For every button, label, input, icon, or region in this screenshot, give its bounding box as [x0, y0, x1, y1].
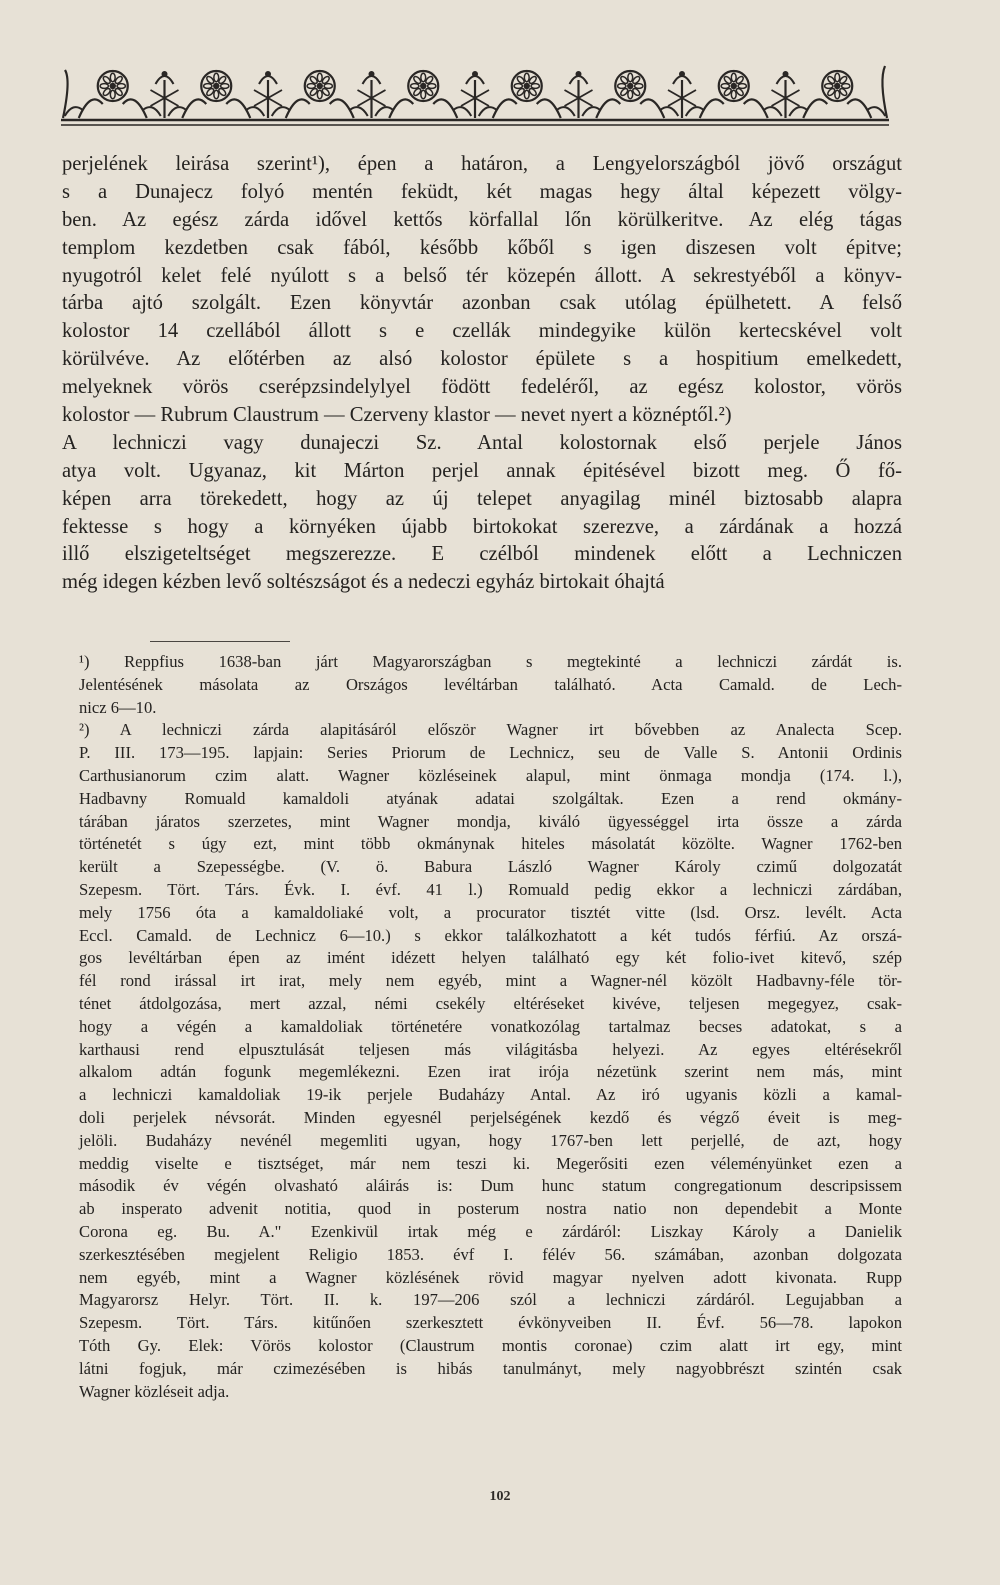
- footnote-line: nem egyéb, mint a Wagner közlésének rövid magyar nyelven adott kivonata. Rupp: [79, 1267, 902, 1287]
- text-line: ben. Az egész zárda idővel kettős körfallal lőn körülkeritve. Az elég tágas: [62, 208, 902, 231]
- text-line: A lechniczi vagy dunajeczi Sz. Antal kolostornak első perjele János: [62, 431, 902, 454]
- footnote-line: mely 1756 óta a kamaldoliaké volt, a procurator tisztét vitte (lsd. Orsz. levélt. Acta: [79, 902, 902, 922]
- footnote-line: Carthusianorum czim alatt. Wagner közléseinek alapul, mint önmaga mondja (174. l.),: [79, 765, 902, 785]
- footnote-line: nicz 6—10.: [79, 697, 157, 717]
- footnote-line: Magyarorsz Helyr. Tört. II. k. 197—206 szól a lechniczi zárdáról. Legujabban a: [79, 1290, 902, 1310]
- footnote-line: alkalom adtán fogunk megemlékezni. Ezen irat irója nézetünk szerint nem más, mint: [79, 1062, 902, 1082]
- text-line: fektesse s hogy a környéken újabb birtokokat szerezve, a zárdának a hozzá: [62, 515, 902, 538]
- footnote-line: szerkesztésében megjelent Religio 1853. évf I. félév 56. számában, azonban dolgozata: [79, 1244, 902, 1264]
- text-line: kolostor — Rubrum Claustrum — Czerveny klastor — nevet nyert a köznéptől.²): [62, 404, 732, 427]
- footnote-line: került a Szepességbe. (V. ö. Babura László Wagner Károly czimű dolgozatát: [79, 857, 902, 877]
- footnote-line: P. III. 173—195. lapjain: Series Priorum de Lechnicz, seu de Valle S. Antonii Ordinis: [79, 743, 902, 763]
- footnote-line: meddig viselte e tisztséget, már nem teszi ki. Megerősiti ezen véleményünket ezen a: [79, 1153, 902, 1173]
- text-line: s a Dunajecz folyó mentén feküdt, két magas hegy által képezett völgy-: [62, 180, 902, 203]
- footnote-line: második év végén olvasható aláirás is: Dum hunc statum congregationum descripsissem: [79, 1176, 902, 1196]
- text-line: kolostor 14 czellából állott s e czellák mindegyike külön kertecskével volt: [62, 320, 902, 343]
- footnote-line: Tóth Gy. Elek: Vörös kolostor (Claustrum montis coronae) czim alatt irt egy, mint: [79, 1335, 902, 1355]
- footnote-line: doli perjelek névsorát. Minden egyesnél perjelségének kezdő és végző éveit is meg-: [79, 1107, 902, 1127]
- floral-rosette-band-icon: [61, 60, 889, 128]
- footnote-line: Eccl. Camald. de Lechnicz 6—10.) s ekkor találkozhatott a két tudós férfiú. Az orszá-: [79, 925, 902, 945]
- footnote-line: ¹) Reppfius 1638-ban járt Magyarországban s megtekinté a lechniczi zárdát is.: [79, 652, 902, 671]
- text-line: nyugotról kelet felé nyúlott s a belső tér közepén állott. A sekrestyéből a könyv-: [62, 264, 902, 287]
- footnote-line: történetét s úgy ezt, mint több okmánynak hiteles másolatát közölte. Wagner 1762-ben: [79, 834, 902, 854]
- footnote-line: Corona eg. Bu. A." Ezenkivül irtak még e zárdáról: Liszkay Károly a Danielik: [79, 1221, 902, 1241]
- footnote-line: Hadbavny Romuald kamaldoli atyának adatai szolgáltak. Ezen a rend okmány-: [79, 788, 902, 808]
- floral-ornament-band: [61, 60, 889, 128]
- text-line: körülvéve. Az előtérben az alsó kolostor épülete s a hospitium emelkedett,: [62, 348, 902, 371]
- footnote-line: látni fogjuk, már czimezésében is hibás tanulmányt, mely nagyobbrészt szintén csak: [79, 1358, 902, 1378]
- text-line: tárba ajtó szolgált. Ezen könyvtár azonban csak utólag épülhetett. A felső: [62, 292, 902, 315]
- text-line: atya volt. Ugyanaz, kit Márton perjel annak épitésével bizott meg. Ő fő-: [62, 459, 902, 482]
- text-line: perjelének leirása szerint¹), épen a határon, a Lengyelországból jövő országut: [62, 153, 902, 175]
- text-line: képen arra törekedett, hogy az új telepet anyagilag minél biztosabb alapra: [62, 487, 902, 510]
- text-line: melyeknek vörös cserépzsindelylyel födött fedeléről, az egész kolostor, vörös: [62, 376, 902, 399]
- footnote-line: hogy a végén a kamaldoliak történetére vonatkozólag tartalmaz becses adatokat, s a: [79, 1016, 902, 1036]
- footnote-line: ténet átdolgozása, mert azzal, némi csekély eltéréseket kivéve, teljesen megegyez, csak-: [79, 993, 902, 1013]
- footnote-line: jelöli. Budaházy nevénél megemliti ugyan, hogy 1767-ben lett perjellé, de azt, hogy: [79, 1130, 902, 1150]
- text-line: még idegen kézben levő soltészságot és a nedeczi egyház birtokait óhajtá: [62, 571, 665, 594]
- footnotes-block: [79, 651, 902, 1403]
- footnote-line: fél rond irással irt irat, mely nem egyéb, mint a Wagner-nél közölt Hadbavny-féle tör-: [79, 971, 902, 991]
- footnote-line: Jelentésének másolata az Országos levéltárban található. Acta Camald. de Lech-: [79, 674, 902, 694]
- text-line: illő elszigeteltséget megszerezze. E czélból mindenek előtt a Lechniczen: [62, 543, 902, 566]
- footnote-separator: [150, 641, 290, 642]
- footnote-line: Szepesm. Tört. Társ. kitűnően szerkesztett évkönyveiben II. Évf. 56—78. lapokon: [79, 1313, 902, 1333]
- main-text-block: [62, 151, 902, 597]
- footnote-line: karthausi rend elpusztulását teljesen más világitásba helyezi. Az egyes eltérésekről: [79, 1039, 902, 1059]
- footnote-line: Wagner közléseit adja.: [79, 1381, 230, 1401]
- footnote-line: Szepesm. Tört. Társ. Évk. I. évf. 41 l.) Romuald pedig ekkor a lechniczi zárdában,: [79, 879, 902, 899]
- footnote-line: a lechniczi kamaldoliak 19-ik perjele Budaházy Antal. Az iró ugyanis közli a kamal-: [79, 1085, 902, 1105]
- footnote-line: tárában járatos szerzetes, mint Wagner mondja, kiváló ügyességgel irta össze a zárda: [79, 811, 902, 831]
- text-line: templom kezdetben csak fából, később kőből s igen diszesen volt épitve;: [62, 236, 902, 259]
- footnote-line: gos levéltárban épen az imént idézett helyen található egy két folio-ivet kitevő, szép: [79, 948, 902, 968]
- page-number: 102: [489, 1489, 511, 1504]
- footnote-line: ab insperato advenit notitia, quod in posterum nostra natio non dependebit a Monte: [79, 1199, 902, 1219]
- footnote-line: ²) A lechniczi zárda alapitásáról először Wagner irt bővebben az Analecta Scep.: [79, 720, 902, 740]
